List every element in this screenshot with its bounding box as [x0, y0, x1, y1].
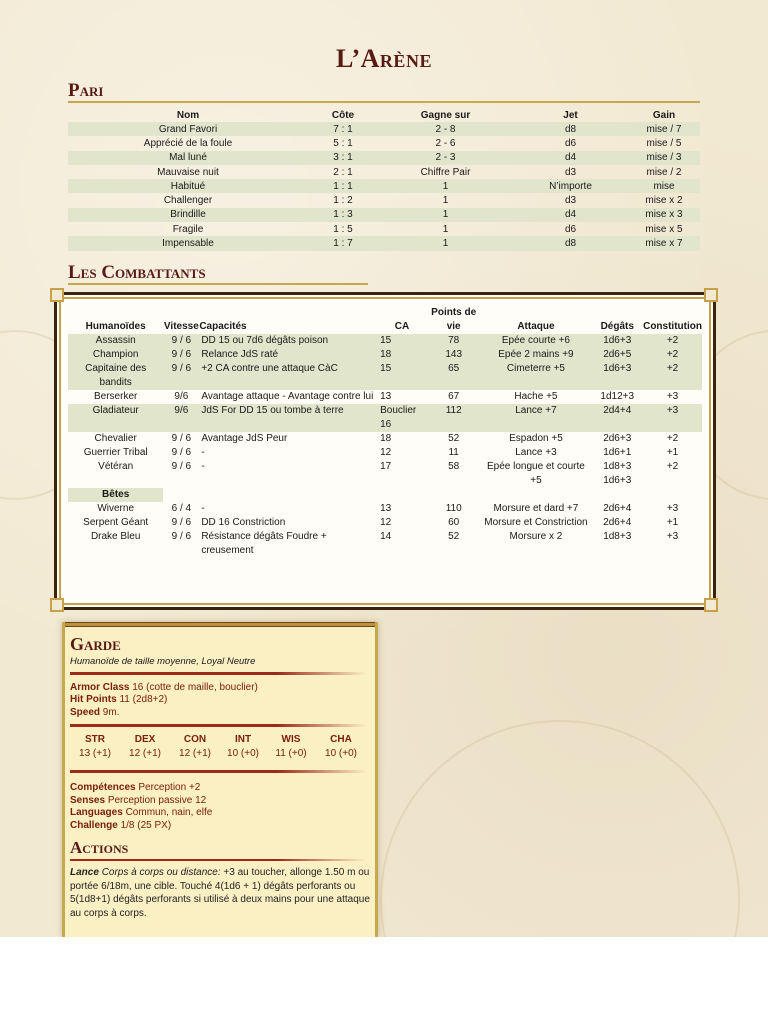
combatant-pv: 110 [445, 503, 462, 514]
ability-key: WIS [281, 734, 301, 745]
bet-cell-jet: d6 [564, 137, 577, 149]
action-name: Lance [70, 867, 99, 878]
combatant-ca: 13 [380, 391, 392, 402]
statblock-name: Garde [70, 634, 121, 654]
challenge-label: Challenge [70, 820, 118, 831]
bet-cell-nom: Apprécié de la foule [143, 137, 233, 149]
combatant-attaque: Morsure x 2 [509, 531, 563, 542]
combatant-con: +2 [643, 334, 702, 348]
cmb-col-attaque: Attaque [517, 321, 555, 332]
cmb-col-constitution: Constitution [643, 321, 702, 332]
ability-wis [268, 734, 314, 759]
ability-dex [122, 734, 168, 759]
statblock-subtitle: Humanoïde de taille moyenne, Loyal Neutre [70, 656, 256, 667]
combatant-ca: 13 [380, 503, 392, 514]
bet-cell-nom: Habitué [68, 179, 308, 193]
section-heading-pari: Pari [68, 80, 104, 101]
combatant-vitesse: 9 / 6 [163, 348, 199, 362]
ability-key: STR [85, 734, 105, 745]
cmb-col-pv-line2: vie [446, 321, 461, 332]
bet-cell-cote: 1 : 3 [308, 208, 378, 222]
bet-cell-nom: Grand Favori [68, 122, 308, 136]
senses-label: Senses [70, 795, 106, 806]
empty-cell [377, 488, 427, 502]
languages-value: Commun, nain, elfe [125, 807, 213, 818]
bet-cell-jet: d6 [564, 223, 577, 235]
combatant-capacites: +2 CA contre une attaque CàC [199, 362, 377, 390]
bet-cell-nom: Challenger [163, 195, 213, 207]
combatant-name: Gladiateur [68, 404, 163, 432]
bet-cell-jet: d8 [513, 236, 628, 250]
empty-cell [480, 488, 591, 502]
bet-col-gagne: Gagne sur [420, 109, 471, 121]
combatant-attaque: Morsure et dard +7 [493, 503, 579, 514]
actions-heading: Actions [70, 838, 129, 857]
ability-key: CON [183, 734, 207, 745]
combatant-attaque: Lance +7 [480, 404, 591, 432]
ability-con [172, 734, 218, 759]
section-rule [68, 283, 368, 285]
combatant-pv: 11 [448, 447, 459, 458]
frame-corner [50, 598, 64, 612]
cmb-col-pv [427, 306, 481, 334]
combatant-vitesse: 9/6 [163, 404, 199, 432]
statblock-top-bar [62, 622, 378, 627]
bet-row [68, 222, 700, 236]
ability-cha [318, 734, 364, 759]
bet-cell-cote: 1 : 2 [333, 195, 353, 207]
combatant-name: Drake Bleu [90, 531, 141, 542]
combatant-row [68, 362, 702, 390]
bet-row [68, 122, 700, 136]
combatant-row [68, 390, 702, 404]
bet-cell-gagne: 1 [442, 195, 449, 207]
languages-line [70, 807, 212, 818]
combatant-pv: 52 [448, 531, 460, 542]
empty-cell [591, 488, 643, 502]
combatant-degats: 2d6+3 [603, 433, 632, 444]
bet-col-nom: Nom [176, 109, 200, 121]
cmb-col-degats: Dégâts [600, 321, 634, 332]
combatant-ca: 15 [377, 334, 427, 348]
combatant-con: +3 [666, 531, 679, 542]
bet-cell-cote: 1 : 1 [308, 179, 378, 193]
combatant-degats: 1d6+3 [591, 362, 643, 390]
bet-cell-gagne: Chiffre Pair [420, 166, 471, 178]
bet-cell-jet: d3 [564, 166, 577, 178]
bet-row [68, 151, 700, 165]
combatant-capacites: Avantage attaque - Avantage contre lui [201, 391, 374, 402]
bet-cell-gain: mise / 2 [646, 166, 682, 178]
bet-cell-gain: mise x 7 [628, 236, 700, 250]
combatant-con: +2 [666, 461, 679, 472]
senses-line [70, 795, 206, 806]
combatant-capacites: - [201, 461, 205, 472]
bet-cell-cote: 7 : 1 [308, 122, 378, 136]
challenge-line [70, 820, 171, 831]
action-type: Corps à corps ou distance: [101, 867, 221, 878]
combatant-con: +1 [666, 447, 679, 458]
combatant-vitesse: 9 / 6 [171, 433, 192, 444]
bet-cell-jet: d4 [513, 151, 628, 165]
ability-value: 12 (+1) [129, 748, 161, 759]
combatant-ca: 15 [377, 362, 427, 390]
combatant-row [68, 334, 702, 348]
combatant-capacites: Relance JdS raté [199, 348, 377, 362]
ability-value: 13 (+1) [79, 748, 111, 759]
combatant-degats: 2d6+4 [603, 503, 632, 514]
bet-cell-gain: mise [628, 179, 700, 193]
combatant-name: Wiverne [97, 503, 135, 514]
blank-margin [0, 937, 768, 1024]
ability-value: 10 (+0) [227, 748, 259, 759]
combatant-degats: 2d4+4 [591, 404, 643, 432]
combatant-capacites: DD 15 ou 7d6 dégâts poison [199, 334, 377, 348]
armor-class-value: 16 (cotte de maille, bouclier) [132, 682, 258, 693]
bet-row [68, 208, 700, 222]
combatant-pv: 58 [448, 461, 460, 472]
bet-cell-jet: d4 [513, 208, 628, 222]
cmb-col-ca: CA [394, 321, 410, 332]
bet-cell-cote: 5 : 1 [333, 137, 353, 149]
bet-cell-gagne: 1 [378, 236, 513, 250]
combatant-pv: 65 [427, 362, 481, 390]
combatant-degats: 2d6+5 [591, 348, 643, 362]
combatant-name: Serpent Géant [83, 517, 149, 528]
combatant-degats: 1d6+3 [591, 334, 643, 348]
bet-cell-cote: 1 : 7 [308, 236, 378, 250]
hit-points-label: Hit Points [70, 694, 117, 705]
bet-table [68, 108, 700, 251]
combatant-capacites: - [201, 447, 205, 458]
combatant-name: Berserker [94, 391, 138, 402]
speed-line [70, 707, 119, 718]
combatant-ca: 14 [380, 531, 392, 542]
challenge-value: 1/8 (25 PX) [120, 820, 172, 831]
combatant-degats: 1d8+3 [603, 531, 632, 542]
bet-col-jet: Jet [563, 109, 578, 121]
combatant-con: +3 [666, 391, 679, 402]
combatant-name: Vétéran [98, 461, 134, 472]
bet-cell-jet: N’importe [513, 179, 628, 193]
bet-cell-gagne: 1 [442, 223, 449, 235]
bet-cell-gain: mise / 3 [628, 151, 700, 165]
combatant-attaque: Epée longue et courte +5 [487, 461, 585, 486]
combatant-con: +3 [643, 404, 702, 432]
bet-cell-gagne: 2 - 8 [378, 122, 513, 136]
bet-cell-gagne: 1 [378, 179, 513, 193]
combatant-ca: 17 [380, 461, 392, 472]
combatant-vitesse: 9/6 [174, 391, 189, 402]
combatant-attaque: Epée courte +6 [480, 334, 591, 348]
combatant-degats: 1d12+3 [600, 391, 635, 402]
bet-cell-cote: 3 : 1 [308, 151, 378, 165]
statblock-divider [70, 770, 366, 773]
bet-cell-gain: mise / 7 [628, 122, 700, 136]
speed-value: 9m. [102, 707, 120, 718]
combatant-ca: Bouclier 16 [377, 404, 427, 432]
bet-cell-gagne: 2 - 3 [378, 151, 513, 165]
combatant-con: +2 [666, 433, 679, 444]
bet-cell-cote: 2 : 1 [333, 166, 353, 178]
armor-class-label: Armor Class [70, 682, 130, 693]
combatant-attaque: Cimeterre +5 [480, 362, 591, 390]
combatant-capacites: Résistance dégâts Foudre + creusement [201, 531, 327, 556]
ability-value: 10 (+0) [325, 748, 357, 759]
bet-cell-nom: Mauvaise nuit [157, 166, 219, 178]
combatant-attaque: Hache +5 [514, 391, 558, 402]
combatant-con: +2 [643, 348, 702, 362]
action-lance [70, 866, 370, 920]
languages-label: Languages [70, 807, 123, 818]
skills-value: Perception +2 [138, 782, 201, 793]
decorative-ornament [380, 720, 740, 937]
actions-rule [70, 859, 366, 861]
combatant-pv: 143 [427, 348, 481, 362]
bet-cell-jet: d8 [513, 122, 628, 136]
combatant-vitesse: 9 / 6 [163, 334, 199, 348]
bet-cell-gagne: 1 [378, 208, 513, 222]
combatant-vitesse: 6 / 4 [171, 503, 192, 514]
bet-cell-nom: Impensable [68, 236, 308, 250]
statblock-divider [70, 672, 366, 675]
combatant-row [68, 432, 702, 446]
speed-label: Speed [70, 707, 101, 718]
ability-str [72, 734, 118, 759]
combatant-pv: 112 [427, 404, 481, 432]
ability-value: 12 (+1) [179, 748, 211, 759]
bet-row [68, 179, 700, 193]
combatant-row [68, 348, 702, 362]
bet-row [68, 193, 700, 207]
combatant-con: +1 [666, 517, 679, 528]
combatant-ca: 18 [377, 348, 427, 362]
combatant-capacites: JdS For DD 15 ou tombe à terre [199, 404, 377, 432]
combatant-ca: 12 [380, 447, 392, 458]
combatant-row [68, 516, 702, 530]
page-title: L’Arène [336, 44, 432, 73]
bet-row [68, 136, 700, 150]
combatant-degats: 1d8+3 1d6+3 [603, 461, 632, 486]
bet-cell-jet: d3 [564, 195, 577, 207]
cmb-col-vitesse: Vitesse [163, 321, 199, 332]
combatant-attaque: Epée 2 mains +9 [480, 348, 591, 362]
combatant-degats: 1d6+1 [603, 447, 632, 458]
empty-cell [163, 488, 199, 502]
bet-cell-gain: mise x 5 [645, 223, 683, 235]
bet-cell-gagne: 2 - 6 [435, 137, 456, 149]
armor-class-line [70, 682, 258, 693]
bet-row [68, 165, 700, 179]
empty-cell [199, 488, 377, 502]
empty-cell [427, 488, 481, 502]
combatant-con: +3 [666, 503, 679, 514]
combatant-name: Champion [68, 348, 163, 362]
bet-cell-nom: Fragile [172, 223, 204, 235]
section-rule [68, 101, 700, 103]
combatant-pv: 67 [448, 391, 460, 402]
bet-cell-gain: mise / 5 [646, 137, 682, 149]
combatants-header-row [68, 306, 702, 334]
frame-corner [704, 598, 718, 612]
combatant-attaque: Lance +3 [515, 447, 557, 458]
bet-col-gain: Gain [652, 109, 676, 121]
combatant-row [68, 460, 702, 488]
bet-cell-nom: Mal luné [68, 151, 308, 165]
bet-row [68, 236, 700, 250]
ability-key: DEX [134, 734, 156, 745]
combatant-row [68, 502, 702, 516]
skills-label: Compétences [70, 782, 136, 793]
statblock-divider [70, 724, 366, 727]
bet-table-header-row [68, 108, 700, 122]
combatant-pv: 52 [448, 433, 460, 444]
combatant-name: Chevalier [94, 433, 137, 444]
combatant-vitesse: 9 / 6 [171, 461, 192, 472]
combatant-con: +2 [643, 362, 702, 390]
beasts-label: Bêtes [68, 488, 163, 502]
combatant-name: Capitaine des bandits [68, 362, 163, 390]
combatant-ca: 18 [380, 433, 392, 444]
combatant-row [68, 404, 702, 432]
beasts-group-row [68, 488, 702, 502]
empty-cell [643, 488, 702, 502]
combatant-capacites: DD 16 Constriction [201, 517, 286, 528]
combatant-row [68, 446, 702, 460]
combatant-row [68, 530, 702, 558]
ability-key: CHA [330, 734, 352, 745]
hit-points-line [70, 694, 167, 705]
combatant-capacites: - [201, 503, 205, 514]
combatant-name: Assassin [68, 334, 163, 348]
combatant-name: Guerrier Tribal [83, 447, 148, 458]
combatant-pv: 78 [427, 334, 481, 348]
skills-line [70, 782, 200, 793]
section-heading-combattants: Les Combattants [68, 262, 206, 283]
combatant-vitesse: 9 / 6 [163, 362, 199, 390]
ability-value: 11 (+0) [275, 748, 307, 759]
combatant-vitesse: 9 / 6 [171, 531, 192, 542]
cmb-col-pv-line1: Points de [431, 307, 477, 318]
bet-cell-cote: 1 : 5 [333, 223, 353, 235]
combatant-ca: 12 [380, 517, 392, 528]
combatant-vitesse: 9 / 6 [171, 447, 192, 458]
combatant-vitesse: 9 / 6 [171, 517, 192, 528]
combatants-table [68, 306, 702, 558]
combatant-attaque: Morsure et Constriction [484, 517, 588, 528]
bet-col-cote: Côte [331, 109, 355, 121]
combatant-pv: 60 [448, 517, 460, 528]
action-description: +3 au toucher, allonge 1.50 m ou portée 6/18m, une cible. Touché 4(1d6 + 1) dégâts perforants ou 5(1d8+1) dégâts perforants si utilisé à deux mains pour une attaque au corps à corps. [70, 867, 370, 919]
cmb-col-name: Humanoïdes [85, 321, 146, 332]
bet-cell-nom: Brindille [68, 208, 308, 222]
combatant-capacites: Avantage JdS Peur [201, 433, 288, 444]
combatant-attaque: Espadon +5 [509, 433, 563, 444]
frame-corner [704, 288, 718, 302]
hit-points-value: 11 (2d8+2) [119, 694, 168, 705]
combatant-degats: 2d6+4 [603, 517, 632, 528]
bet-cell-gain: mise x 2 [645, 195, 683, 207]
frame-corner [50, 288, 64, 302]
cmb-col-capacites: Capacités [199, 321, 247, 332]
senses-value: Perception passive 12 [107, 795, 207, 806]
bet-cell-gain: mise x 3 [628, 208, 700, 222]
ability-key: INT [234, 734, 252, 745]
ability-int [220, 734, 266, 759]
